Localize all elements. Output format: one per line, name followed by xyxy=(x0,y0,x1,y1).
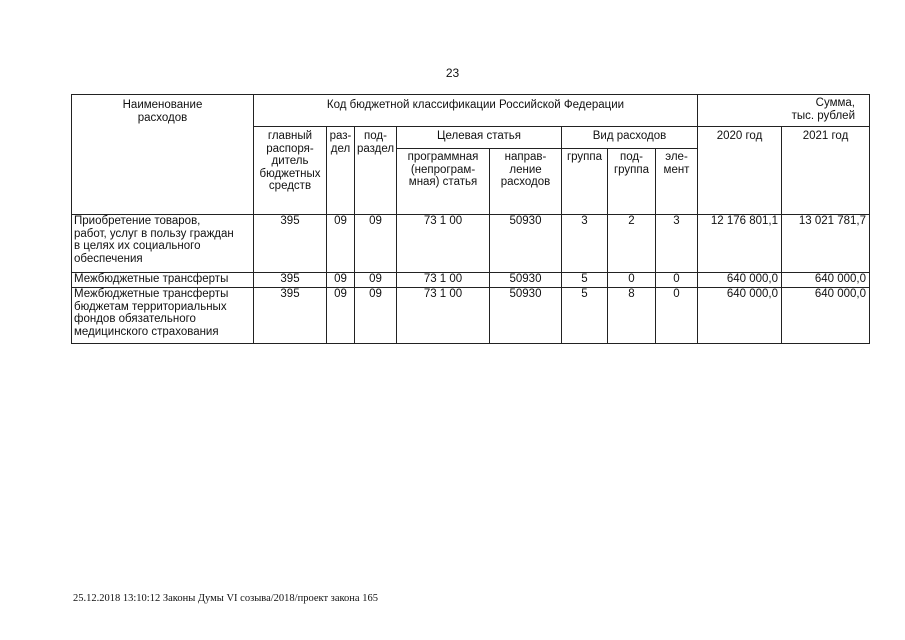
header-year-2020: 2020 год xyxy=(698,127,782,215)
table-row xyxy=(72,288,870,344)
row-element: 0 xyxy=(656,288,698,344)
row-element: 0 xyxy=(656,273,698,288)
header-row-1 xyxy=(72,95,870,127)
row-group: 5 xyxy=(562,273,608,288)
footer-note: 25.12.2018 13:10:12 Законы Думы VI созыва/2018/проект закона 165 xyxy=(73,593,378,604)
row-manager: 395 xyxy=(254,273,327,288)
row-program: 73 1 00 xyxy=(397,273,490,288)
row-subgroup: 8 xyxy=(608,288,656,344)
row-subgroup: 0 xyxy=(608,273,656,288)
row-sum-2020: 640 000,0 xyxy=(698,273,782,288)
row-subsection: 09 xyxy=(355,288,397,344)
header-element: эле- мент xyxy=(656,149,698,215)
row-element: 3 xyxy=(656,215,698,273)
row-manager: 395 xyxy=(254,215,327,273)
header-name: Наименование расходов xyxy=(72,95,254,215)
row-manager: 395 xyxy=(254,288,327,344)
row-program: 73 1 00 xyxy=(397,288,490,344)
header-group: группа xyxy=(562,149,608,215)
row-name: Межбюджетные трансферты бюджетам территориальных фондов обязательного медицинского страхования xyxy=(72,288,254,344)
header-program-item: программная (непрограм- мная) статья xyxy=(397,149,490,215)
row-direction: 50930 xyxy=(490,273,562,288)
row-sum-2021: 13 021 781,7 xyxy=(782,215,870,273)
table-row xyxy=(72,273,870,288)
header-main-manager: главный распоря- дитель бюджетных средств xyxy=(254,127,327,215)
row-sum-2021: 640 000,0 xyxy=(782,288,870,344)
row-name: Межбюджетные трансферты xyxy=(72,273,254,288)
row-sum-2020: 640 000,0 xyxy=(698,288,782,344)
row-sum-2021: 640 000,0 xyxy=(782,273,870,288)
header-code-group: Код бюджетной классификации Российской Федерации xyxy=(254,95,698,127)
header-section: раз- дел xyxy=(327,127,355,215)
row-section: 09 xyxy=(327,215,355,273)
header-direction: направ- ление расходов xyxy=(490,149,562,215)
row-group: 3 xyxy=(562,215,608,273)
row-program: 73 1 00 xyxy=(397,215,490,273)
header-subgroup: под- группа xyxy=(608,149,656,215)
header-target-item: Целевая статья xyxy=(397,127,562,149)
row-section: 09 xyxy=(327,273,355,288)
row-sum-2020: 12 176 801,1 xyxy=(698,215,782,273)
row-name: Приобретение товаров, работ, услуг в пользу граждан в целях их социального обеспечения xyxy=(72,215,254,273)
row-group: 5 xyxy=(562,288,608,344)
budget-table xyxy=(71,94,870,344)
header-expense-type: Вид расходов xyxy=(562,127,698,149)
row-subsection: 09 xyxy=(355,273,397,288)
row-subsection: 09 xyxy=(355,215,397,273)
row-direction: 50930 xyxy=(490,215,562,273)
row-section: 09 xyxy=(327,288,355,344)
row-subgroup: 2 xyxy=(608,215,656,273)
header-year-2021: 2021 год xyxy=(782,127,870,215)
row-direction: 50930 xyxy=(490,288,562,344)
header-sum-group: Сумма, тыс. рублей xyxy=(698,95,870,127)
header-subsection: под- раздел xyxy=(355,127,397,215)
table-row xyxy=(72,215,870,273)
page-number: 23 xyxy=(445,66,460,80)
